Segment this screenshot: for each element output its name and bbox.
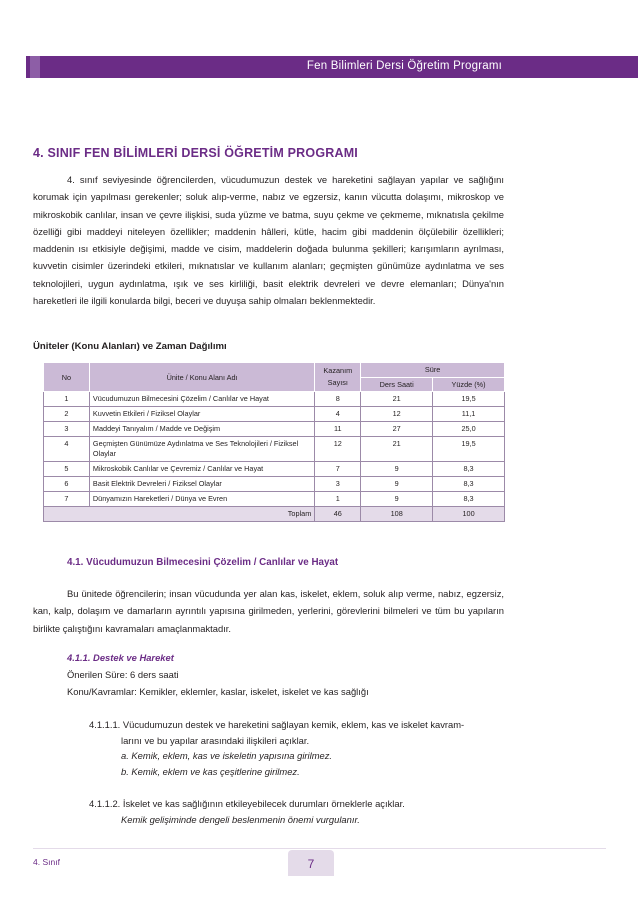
running-header-title: Fen Bilimleri Dersi Öğretim Programı	[306, 60, 502, 72]
row-hours: 9	[361, 462, 433, 477]
table-row	[44, 392, 505, 407]
row-outcomes: 11	[315, 422, 361, 437]
row-unit: Mikroskobik Canlılar ve Çevremiz / Canlılar ve Hayat	[89, 462, 314, 477]
header-accent-stripe	[30, 56, 40, 78]
total-outcomes: 46	[315, 507, 361, 522]
row-percent: 19,5	[433, 392, 505, 407]
section-4-1-paragraph: Bu ünitede öğrencilerin; insan vücudunda yer alan kas, iskelet, eklem, soluk alıp verme, nabız, egzersiz, kan, kalp, dolaşım ve damarların ayrıntılı yapısına girilmeden, yerlerini, görevlerini bilmeleri ve tüm bu yapıların birlikte çalıştığını kavramaları amaçlanmaktadır.	[33, 588, 504, 634]
page-title: 4. SINIF FEN BİLİMLERİ DERSİ ÖĞRETİM PROGRAMI	[33, 146, 358, 160]
row-outcomes: 8	[315, 392, 361, 407]
suggested-duration: Önerilen Süre: 6 ders saati	[67, 669, 179, 680]
row-no: 3	[44, 422, 90, 437]
row-percent: 8,3	[433, 477, 505, 492]
row-hours: 27	[361, 422, 433, 437]
row-no: 6	[44, 477, 90, 492]
row-percent: 8,3	[433, 492, 505, 507]
col-header-duration: Süre	[361, 363, 505, 378]
table-row	[44, 462, 505, 477]
row-no: 7	[44, 492, 90, 507]
intro-paragraph: 4. sınıf seviyesinde öğrencilerden, vücudumuzun destek ve hareketini sağlayan yapılar ve sağlığını korumak için yapılması gerekenler; soluk alıp-verme, nabız ve egzersiz, kanın vücutta dolaşımı, mikroskop ve mikroskobik canlılar, insan ve çevre ilişkisi, suda yüzme ve batma, suyu çekme ve çekmeme, mıknatısla çekilme özelliği gibi maddeyi niteleyen özellikler; maddenin hâlleri, kütle, hacim gibi maddenin ölçülebilir özellikleri; maddenin ısı etkisiyle değişimi, madde ve cisim, maddelerin doğada bulunma şekilleri; karışımların ayrılması, kuvvetin cisimler üzerindeki etkileri, mıknatıslar ve kullanım alanları; geçmişten günümüze aydınlatma ve ses teknolojileri, uygun aydınlatma, ışık ve ses kirliliği, basit elektrik devreleri ve devre elemanları; Dünya'nın hareketleri ile ilgili konularda bilgi, beceri ve duyuşa sahip olmaları beklenmektedir.	[33, 174, 504, 307]
row-no: 1	[44, 392, 90, 407]
row-outcomes: 4	[315, 407, 361, 422]
table-row	[44, 422, 505, 437]
footer-grade-label: 4. Sınıf	[33, 857, 60, 867]
row-unit: Dünyamızın Hareketleri / Dünya ve Evren	[89, 492, 314, 507]
total-hours: 108	[361, 507, 433, 522]
row-hours: 21	[361, 392, 433, 407]
outcome-4-1-1-1	[89, 717, 504, 749]
table-row	[44, 407, 505, 422]
outcome-4-1-1-1-note-b: b. Kemik, eklem ve kas çeşitlerine girilmez.	[121, 766, 300, 777]
outcome-4-1-1-1-line-2: larını ve bu yapılar arasındaki ilişkileri açıklar.	[121, 735, 310, 746]
total-percent: 100	[433, 507, 505, 522]
row-hours: 12	[361, 407, 433, 422]
row-hours: 21	[361, 437, 433, 462]
total-label: Toplam	[44, 507, 315, 522]
row-hours: 9	[361, 492, 433, 507]
col-header-percent: Yüzde (%)	[433, 377, 505, 392]
table-row	[44, 477, 505, 492]
section-4-1-1-title: 4.1.1. Destek ve Hareket	[67, 652, 174, 663]
col-header-unit: Ünite / Konu Alanı Adı	[89, 363, 314, 392]
units-section-label: Üniteler (Konu Alanları) ve Zaman Dağılımı	[33, 341, 227, 352]
col-header-no: No	[44, 363, 90, 392]
row-no: 5	[44, 462, 90, 477]
outcome-4-1-1-2: 4.1.1.2. İskelet ve kas sağlığının etkileyebilecek durumları örneklerle açıklar.	[89, 798, 405, 809]
row-outcomes: 7	[315, 462, 361, 477]
concepts-line: Konu/Kavramlar: Kemikler, eklemler, kaslar, iskelet, iskelet ve kas sağlığı	[67, 686, 369, 697]
row-percent: 25,0	[433, 422, 505, 437]
table-total-row	[44, 507, 505, 522]
row-unit: Vücudumuzun Bilmecesini Çözelim / Canlılar ve Hayat	[89, 392, 314, 407]
page-number: 7	[288, 850, 334, 876]
row-unit: Maddeyi Tanıyalım / Madde ve Değişim	[89, 422, 314, 437]
row-percent: 11,1	[433, 407, 505, 422]
row-no: 4	[44, 437, 90, 462]
footer-rule	[33, 848, 606, 849]
table-row	[44, 492, 505, 507]
row-outcomes: 1	[315, 492, 361, 507]
row-unit: Kuvvetin Etkileri / Fiziksel Olaylar	[89, 407, 314, 422]
row-no: 2	[44, 407, 90, 422]
col-header-lesson-hours: Ders Saati	[361, 377, 433, 392]
outcome-4-1-1-2-note: Kemik gelişiminde dengeli beslenmenin önemi vurgulanır.	[121, 814, 360, 825]
outcome-4-1-1-1-note-a: a. Kemik, eklem, kas ve iskeletin yapısına girilmez.	[121, 750, 333, 761]
row-hours: 9	[361, 477, 433, 492]
col-header-outcome-count: Kazanım Sayısı	[315, 363, 361, 392]
outcome-4-1-1-1-line-1: 4.1.1.1. Vücudumuzun destek ve hareketini sağlayan kemik, eklem, kas ve iskelet kavram-	[89, 719, 465, 730]
row-unit: Geçmişten Günümüze Aydınlatma ve Ses Teknolojileri / Fiziksel Olaylar	[89, 437, 314, 462]
table-row	[44, 437, 505, 462]
row-percent: 8,3	[433, 462, 505, 477]
row-outcomes: 12	[315, 437, 361, 462]
row-unit: Basit Elektrik Devreleri / Fiziksel Olaylar	[89, 477, 314, 492]
row-percent: 19,5	[433, 437, 505, 462]
units-table	[43, 362, 505, 522]
row-outcomes: 3	[315, 477, 361, 492]
section-4-1-title: 4.1. Vücudumuzun Bilmecesini Çözelim / Canlılar ve Hayat	[67, 557, 339, 568]
